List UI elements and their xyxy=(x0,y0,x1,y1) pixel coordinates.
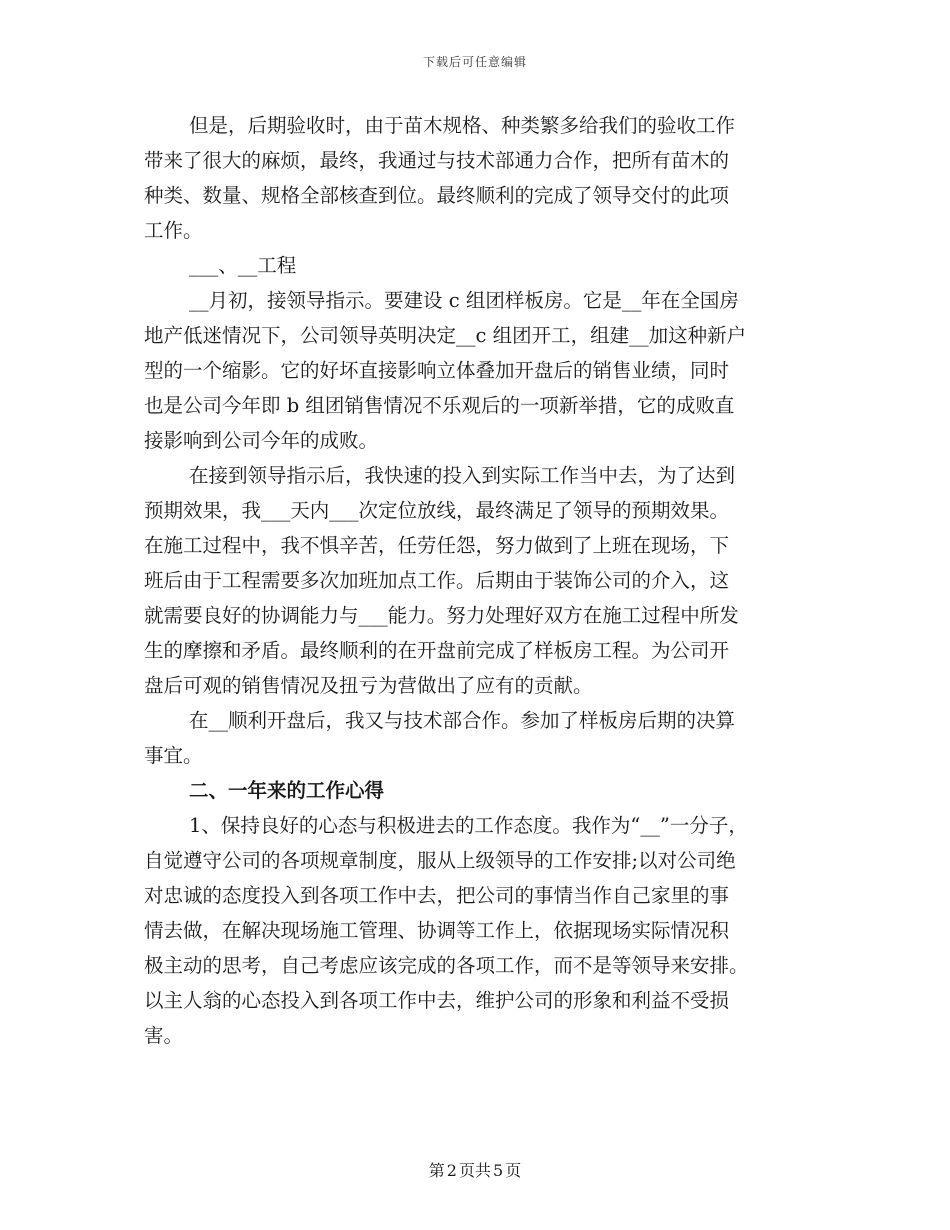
text-line: 自觉遵守公司的各项规章制度，服从上级领导的工作安排;以对公司绝 xyxy=(144,849,736,872)
text-line: 事宜。 xyxy=(144,744,203,767)
text-line: 在__顺利开盘后，我又与技术部合作。参加了样板房后期的决算 xyxy=(189,709,736,732)
page-footer xyxy=(0,1158,950,1181)
text-line: 带来了很大的麻烦，最终，我通过与技术部通力合作，把所有苗木的 xyxy=(144,149,730,172)
text-line: 地产低迷情况下，公司领导英明决定__c 组团开工，组建__加这种新户 xyxy=(144,324,747,347)
total-page-number: 5 xyxy=(493,1161,504,1180)
text-line: 以主人翁的心态投入到各项工作中去，维护公司的形象和利益不受损 xyxy=(144,989,730,1012)
footer-prefix: 第 xyxy=(428,1161,445,1180)
text-line: 工作。 xyxy=(144,219,203,242)
text-line: 接影响到公司今年的成败。 xyxy=(144,429,379,452)
paragraph xyxy=(144,808,804,1053)
text-line: 情去做，在解决现场施工管理、协调等工作上，依据现场实际情况积 xyxy=(144,919,730,942)
page-header: 下载后可任意编辑 xyxy=(422,55,527,69)
text-line: 预期效果，我___天内___次定位放线，最终满足了领导的预期效果。 xyxy=(144,499,730,522)
document-body xyxy=(144,108,804,1053)
paragraph xyxy=(144,283,804,458)
text-line: 就需要良好的协调能力与___能力。努力处理好双方在施工过程中所发 xyxy=(144,604,739,627)
text-line: 型的一个缩影。它的好坏直接影响立体叠加开盘后的销售业绩，同时 xyxy=(144,359,730,382)
paragraph xyxy=(144,703,804,773)
text-line: 极主动的思考，自己考虑应该完成的各项工作，而不是等领导来安排。 xyxy=(144,954,749,977)
text-line: 在施工过程中，我不惧辛苦，任劳任怨，努力做到了上班在现场，下 xyxy=(144,534,730,557)
text-line: 在接到领导指示后，我快速的投入到实际工作当中去，为了达到 xyxy=(189,464,736,487)
text-line: 害。 xyxy=(144,1024,184,1047)
text-line: 对忠诚的态度投入到各项工作中去，把公司的事情当作自己家里的事 xyxy=(144,884,730,907)
paragraph xyxy=(144,108,804,248)
text-line: 盘后可观的销售情况及扭亏为营做出了应有的贡献。 xyxy=(144,674,593,697)
paragraph xyxy=(144,773,804,808)
text-line: 也是公司今年即 b 组团销售情况不乐观后的一项新举措，它的成败直 xyxy=(144,394,735,417)
current-page-number: 2 xyxy=(446,1161,457,1180)
text-line: __月初，接领导指示。要建设 c 组团样板房。它是__年在全国房 xyxy=(189,289,739,312)
text-line: 但是，后期验收时，由于苗木规格、种类繁多给我们的验收工作 xyxy=(189,114,736,137)
section-heading: ___、__工程 xyxy=(189,254,297,277)
text-line: 种类、数量、规格全部核查到位。最终顺利的完成了领导交付的此项 xyxy=(144,184,730,207)
text-line: 1、保持良好的心态与积极进去的工作态度。我作为“__”一分子， xyxy=(189,814,748,837)
paragraph xyxy=(144,248,804,283)
footer-mid: 页共 xyxy=(458,1161,491,1180)
text-line: 生的摩擦和矛盾。最终顺利的在开盘前完成了样板房工程。为公司开 xyxy=(144,639,730,662)
section-heading: 二、一年来的工作心得 xyxy=(189,779,385,802)
paragraph xyxy=(144,458,804,703)
text-line: 班后由于工程需要多次加班加点工作。后期由于装饰公司的介入，这 xyxy=(144,569,730,592)
footer-suffix: 页 xyxy=(505,1161,522,1180)
